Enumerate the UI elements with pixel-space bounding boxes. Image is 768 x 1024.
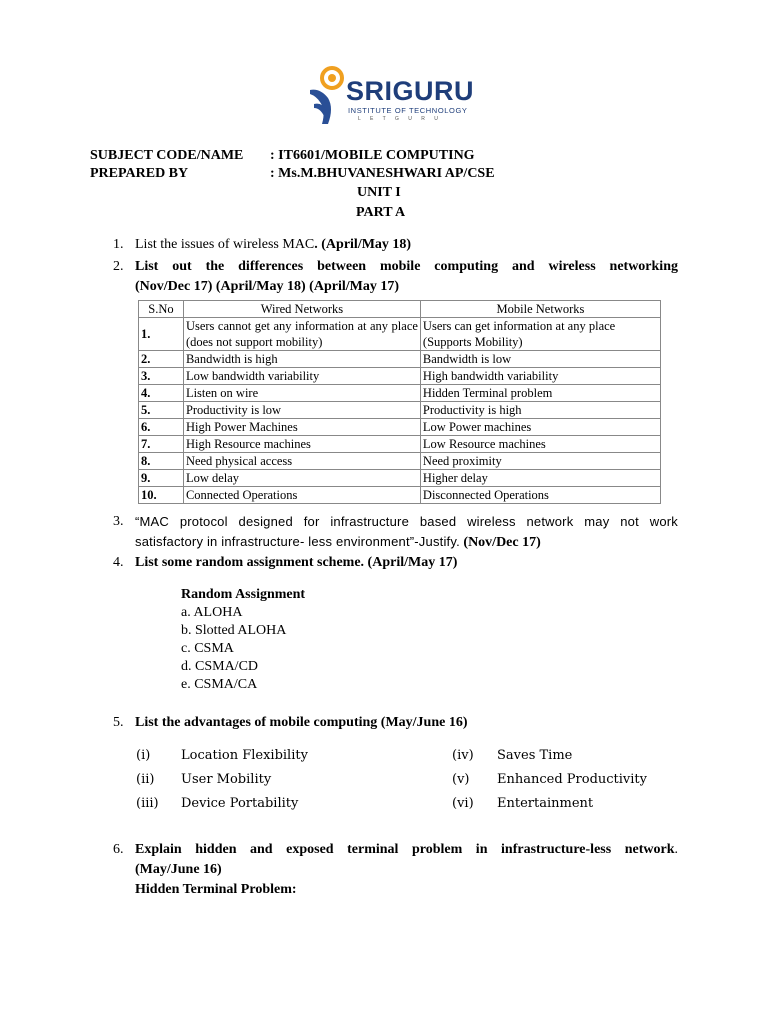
q6-line2: (May/June 16) — [135, 862, 222, 877]
q1-tag: . (April/May 18) — [314, 237, 412, 252]
cell-sno: 6. — [139, 419, 184, 436]
cell-mobile: Hidden Terminal problem — [420, 385, 660, 402]
cell-mobile: Higher delay — [420, 470, 660, 487]
table-row — [139, 318, 661, 351]
cell-wired: Listen on wire — [183, 385, 420, 402]
logo-name: SRIGURU — [346, 76, 475, 106]
cell-mobile: Need proximity — [420, 453, 660, 470]
cell-wired: Connected Operations — [183, 487, 420, 504]
cell-wired: High Resource machines — [183, 436, 420, 453]
q5-question: List the advantages of mobile computing (May/June 16) — [135, 715, 468, 730]
cell-sno: 3. — [139, 368, 184, 385]
cell-wired: Need physical access — [183, 453, 420, 470]
cell-sno: 4. — [139, 385, 184, 402]
subject-label: SUBJECT CODE/NAME — [90, 148, 244, 163]
cell-sno: 2. — [139, 351, 184, 368]
subject-value: : IT6601/MOBILE COMPUTING — [270, 148, 475, 163]
advantage-number: (v) — [452, 772, 470, 787]
part-heading: PART A — [356, 205, 406, 220]
q3-line2-wrap — [135, 534, 541, 551]
prepared-label: PREPARED BY — [90, 166, 189, 181]
cell-wired: Bandwidth is high — [183, 351, 420, 368]
table-row — [139, 436, 661, 453]
logo-subtitle: INSTITUTE OF TECHNOLOGY — [348, 106, 468, 115]
q5-number: 5. — [113, 715, 124, 730]
random-assignment-title: Random Assignment — [181, 587, 306, 602]
header-mobile: Mobile Networks — [420, 301, 660, 318]
advantage-item: Saves Time — [497, 748, 573, 763]
cell-wired: Users cannot get any information at any place (does not support mobility) — [183, 318, 420, 351]
advantage-item: Entertainment — [497, 796, 594, 811]
cell-sno: 8. — [139, 453, 184, 470]
list-item: d. CSMA/CD — [181, 659, 259, 674]
table-row — [139, 453, 661, 470]
q4-text: List some random assignment scheme — [135, 555, 361, 570]
comparison-table — [138, 300, 661, 504]
q3-line2: satisfactory in infrastructure- less environment”-Justify. — [135, 534, 460, 549]
advantage-number: (ii) — [136, 772, 155, 787]
q1-question — [135, 237, 411, 253]
cell-sno: 5. — [139, 402, 184, 419]
table-header-row — [139, 301, 661, 318]
q2-line1: List out the differences between mobile computing and wireless networking — [135, 259, 678, 274]
cell-mobile: Users can get information at any place (Supports Mobility) — [420, 318, 660, 351]
q1-number: 1. — [113, 237, 124, 252]
q6-number: 6. — [113, 842, 124, 857]
advantage-item: Location Flexibility — [181, 748, 308, 763]
cell-sno: 1. — [139, 318, 184, 351]
q4-number: 4. — [113, 555, 124, 570]
logo-emblem-icon — [306, 64, 348, 130]
table-row — [139, 487, 661, 504]
q1-text: List the issues of wireless MAC — [135, 237, 315, 252]
unit-heading: UNIT I — [357, 185, 401, 200]
table-row — [139, 368, 661, 385]
cell-mobile: Bandwidth is low — [420, 351, 660, 368]
table-row — [139, 470, 661, 487]
table-row — [139, 402, 661, 419]
cell-sno: 10. — [139, 487, 184, 504]
institute-logo — [306, 64, 475, 130]
list-item: b. Slotted ALOHA — [181, 623, 287, 638]
cell-mobile: Productivity is high — [420, 402, 660, 419]
table-row — [139, 419, 661, 436]
advantage-item: Device Portability — [181, 796, 299, 811]
advantage-number: (vi) — [452, 796, 474, 811]
cell-mobile: Low Resource machines — [420, 436, 660, 453]
advantage-item: Enhanced Productivity — [497, 772, 648, 787]
header-sno: S.No — [139, 301, 184, 318]
advantage-number: (iii) — [136, 796, 159, 811]
list-item: a. ALOHA — [181, 605, 243, 620]
q3-line1: “MAC protocol designed for infrastructure based wireless network may not work — [135, 514, 678, 529]
hidden-terminal-heading: Hidden Terminal Problem: — [135, 882, 297, 897]
cell-mobile: Low Power machines — [420, 419, 660, 436]
list-item: c. CSMA — [181, 641, 234, 656]
cell-wired: High Power Machines — [183, 419, 420, 436]
cell-mobile: High bandwidth variability — [420, 368, 660, 385]
table-row — [139, 351, 661, 368]
q4-tag: . (April/May 17) — [360, 555, 458, 570]
q2-line2: (Nov/Dec 17) (April/May 18) (April/May 17) — [135, 279, 399, 294]
advantage-number: (i) — [136, 748, 151, 763]
q4-question — [135, 555, 457, 571]
cell-mobile: Disconnected Operations — [420, 487, 660, 504]
q6-line1-end: . — [674, 842, 678, 857]
prepared-value: : Ms.M.BHUVANESHWARI AP/CSE — [270, 166, 495, 181]
q6-line1: Explain hidden and exposed terminal problem in infrastructure-less network — [135, 842, 675, 857]
advantage-item: User Mobility — [181, 772, 272, 787]
cell-wired: Productivity is low — [183, 402, 420, 419]
advantage-number: (iv) — [452, 748, 474, 763]
q3-number: 3. — [113, 514, 124, 529]
logo-tagline: L E T G U R U — [358, 116, 442, 122]
table-row — [139, 385, 661, 402]
q3-tag: (Nov/Dec 17) — [463, 535, 541, 550]
cell-sno: 9. — [139, 470, 184, 487]
header-wired: Wired Networks — [183, 301, 420, 318]
cell-sno: 7. — [139, 436, 184, 453]
cell-wired: Low bandwidth variability — [183, 368, 420, 385]
list-item: e. CSMA/CA — [181, 677, 258, 692]
q6-line1-wrap — [135, 842, 678, 858]
q2-number: 2. — [113, 259, 124, 274]
cell-wired: Low delay — [183, 470, 420, 487]
